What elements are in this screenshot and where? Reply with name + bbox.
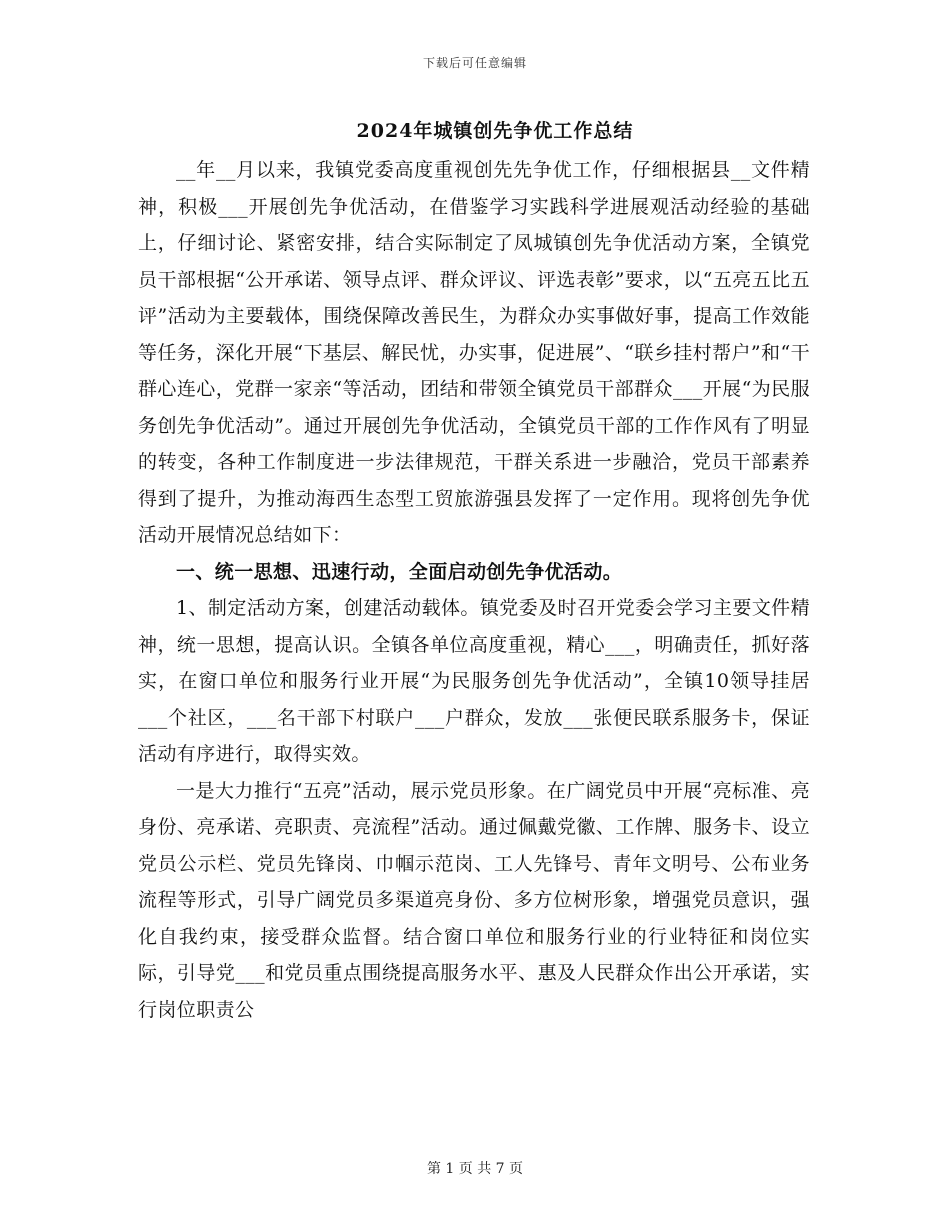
document-title: 2024年城镇创先争优工作总结 [356, 120, 634, 142]
document-body [138, 152, 810, 1028]
body-paragraph: 一是大力推行“五亮”活动，展示党员形象。在广阔党员中开展“亮标准、亮身份、亮承诺、亮职责、亮流程”活动。通过佩戴党徽、工作牌、服务卡、设立党员公示栏、党员先锋岗、巾帼示范岗、工人先锋号、青年文明号、公布业务流程等形式，引导广阔党员多渠道亮身份、多方位树形象，增强党员意识，强化自我约束，接受群众监督。结合窗口单位和服务行业的行业特征和岗位实际，引导党___和党员重点围绕提高服务水平、惠及人民群众作出公开承诺，实行岗位职责公 [138, 779, 810, 1021]
page-header-note: 下载后可任意编辑 [422, 56, 527, 70]
intro-paragraph: __年__月以来，我镇党委高度重视创先先争优工作，仔细根据县__文件精神，积极___开展创先争优活动，在借鉴学习实践科学进展观活动经验的基础上，仔细讨论、紧密安排，结合实际制定了凤城镇创先争优活动方案，全镇党员干部根据“公开承诺、领导点评、群众评议、评选表彰”要求，以“五亮五比五评”活动为主要载体，围绕保障改善民生，为群众办实事做好事，提高工作效能等任务，深化开展“下基层、解民忧，办实事，促进展”、“联乡挂村帮户”和“干群心连心，党群一家亲“等活动，团结和带领全镇党员干部群众___开展“为民服务创先争优活动”。通过开展创先争优活动，全镇党员干部的工作作风有了明显的转变，各种工作制度进一步法律规范，干群关系进一步融洽，党员干部素养得到了提升，为推动海西生态型工贸旅游强县发挥了一定作用。现将创先争优活动开展情况总结如下： [138, 159, 810, 546]
body-paragraph: 1、制定活动方案，创建活动载体。镇党委及时召开党委会学习主要文件精神，统一思想，提高认识。全镇各单位高度重视，精心___，明确责任，抓好落实，在窗口单位和服务行业开展“为民服务创先争优活动”，全镇10领导挂居___个社区，___名干部下村联户___户群众，发放___张便民联系服务卡，保证活动有序进行，取得实效。 [138, 597, 810, 765]
page-number: 第 1 页 共 7 页 [426, 1161, 524, 1177]
section-heading: 一、统一思想、迅速行动，全面启动创先争优活动。 [176, 560, 623, 583]
